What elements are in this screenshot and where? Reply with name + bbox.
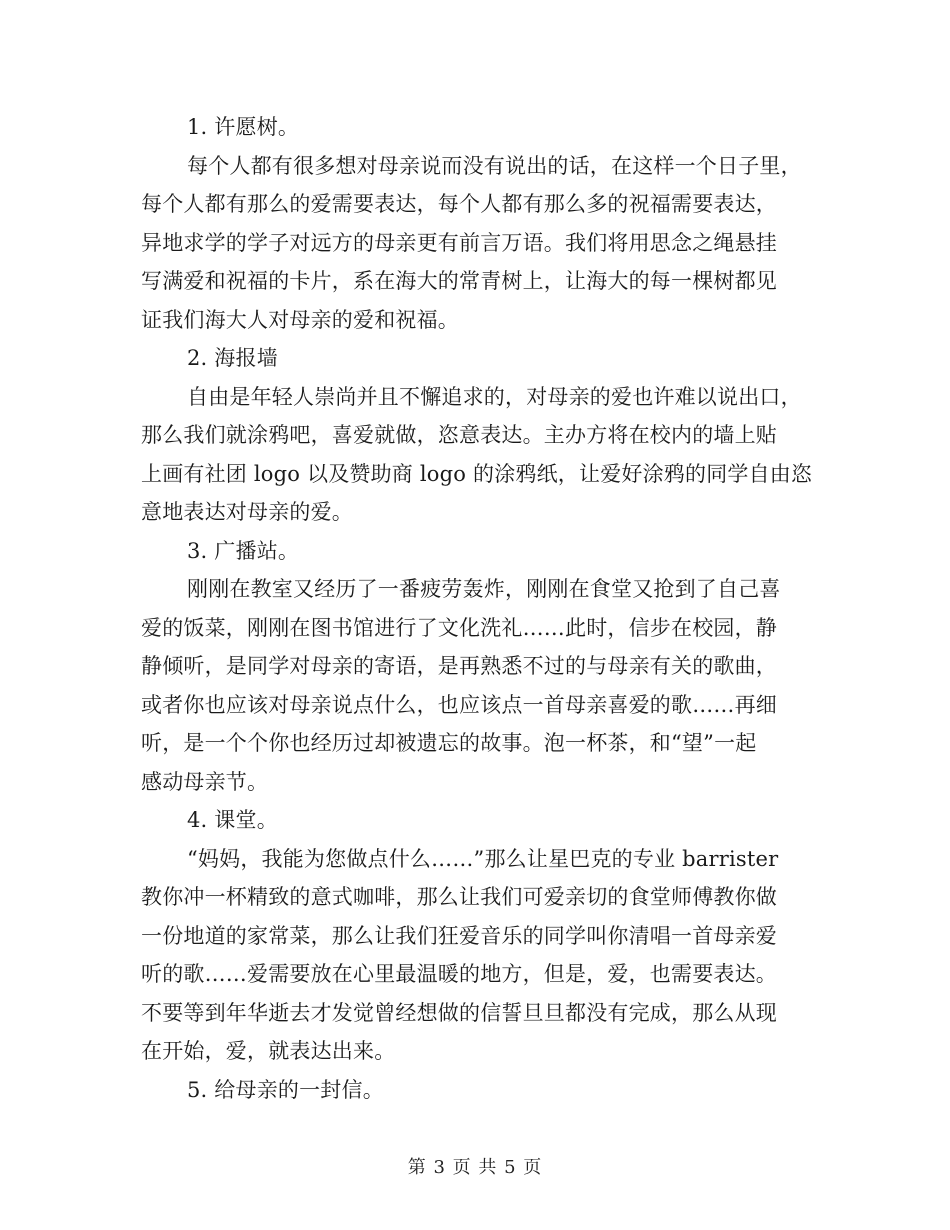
paragraph-line: 刚刚在教室又经历了一番疲劳轰炸，刚刚在食堂又抢到了自己喜 xyxy=(187,577,781,601)
heading-letter-to-mother: 5. 给母亲的一封信。 xyxy=(187,1077,384,1102)
document-body xyxy=(141,108,811,1109)
paragraph-line: 爱的饭菜，刚刚在图书馆进行了文化洗礼……此时，信步在校园，静 xyxy=(141,615,777,640)
paragraph-line: 每个人都有很多想对母亲说而没有说出的话，在这样一个日子里， xyxy=(187,153,802,178)
paragraph-line: 写满爱和祝福的卡片，系在海大的常青树上，让海大的每一棵树都见 xyxy=(141,269,777,293)
paragraph-line: 听的歌……爱需要放在心里最温暖的地方，但是，爱，也需要表达。 xyxy=(141,962,777,986)
heading-poster-wall: 2. 海报墙 xyxy=(187,346,278,370)
paragraph-line: 自由是年轻人崇尚并且不懈追求的，对母亲的爱也许难以说出口， xyxy=(187,384,802,409)
heading-radio-station: 3. 广播站。 xyxy=(187,538,300,563)
paragraph-line: 静倾听，是同学对母亲的寄语，是再熟悉不过的与母亲有关的歌曲， xyxy=(141,654,777,678)
paragraph-line: 教你冲一杯精致的意式咖啡，那么让我们可爱亲切的食堂师傅教你做 xyxy=(141,885,777,909)
page-number-footer: 第 3 页 共 5 页 xyxy=(407,1157,543,1178)
paragraph-line: 意地表达对母亲的爱。 xyxy=(141,500,353,524)
paragraph-line: 在开始，爱，就表达出来。 xyxy=(141,1039,396,1063)
paragraph-line: 证我们海大人对母亲的爱和祝福。 xyxy=(141,307,459,332)
paragraph-line: 上画有社团 logo 以及赞助商 logo 的涂鸦纸，让爱好涂鸦的同学自由恣 xyxy=(141,461,813,486)
paragraph-line: “妈妈，我能为您做点什么……”那么让星巴克的专业 barrister xyxy=(187,846,779,871)
heading-classroom: 4. 课堂。 xyxy=(187,808,278,832)
paragraph-line: 每个人都有那么的爱需要表达，每个人都有那么多的祝福需要表达， xyxy=(141,192,777,216)
paragraph-line: 听，是一个个你也经历过却被遗忘的故事。泡一杯茶，和“望”一起 xyxy=(141,731,757,755)
paragraph-line: 或者你也应该对母亲说点什么，也应该点一首母亲喜爱的歌……再细 xyxy=(141,692,777,717)
paragraph-line: 不要等到年华逝去才发觉曾经想做的信誓旦旦都没有完成，那么从现 xyxy=(141,1000,777,1025)
paragraph-line: 那么我们就涂鸦吧，喜爱就做，恣意表达。主办方将在校内的墙上贴 xyxy=(141,423,777,447)
paragraph-line: 异地求学的学子对远方的母亲更有前言万语。我们将用思念之绳悬挂 xyxy=(141,230,777,255)
paragraph-line: 一份地道的家常菜，那么让我们狂爱音乐的同学叫你清唱一首母亲爱 xyxy=(141,923,777,948)
paragraph-line: 感动母亲节。 xyxy=(141,769,269,794)
heading-wish-tree: 1. 许愿树。 xyxy=(187,115,300,139)
